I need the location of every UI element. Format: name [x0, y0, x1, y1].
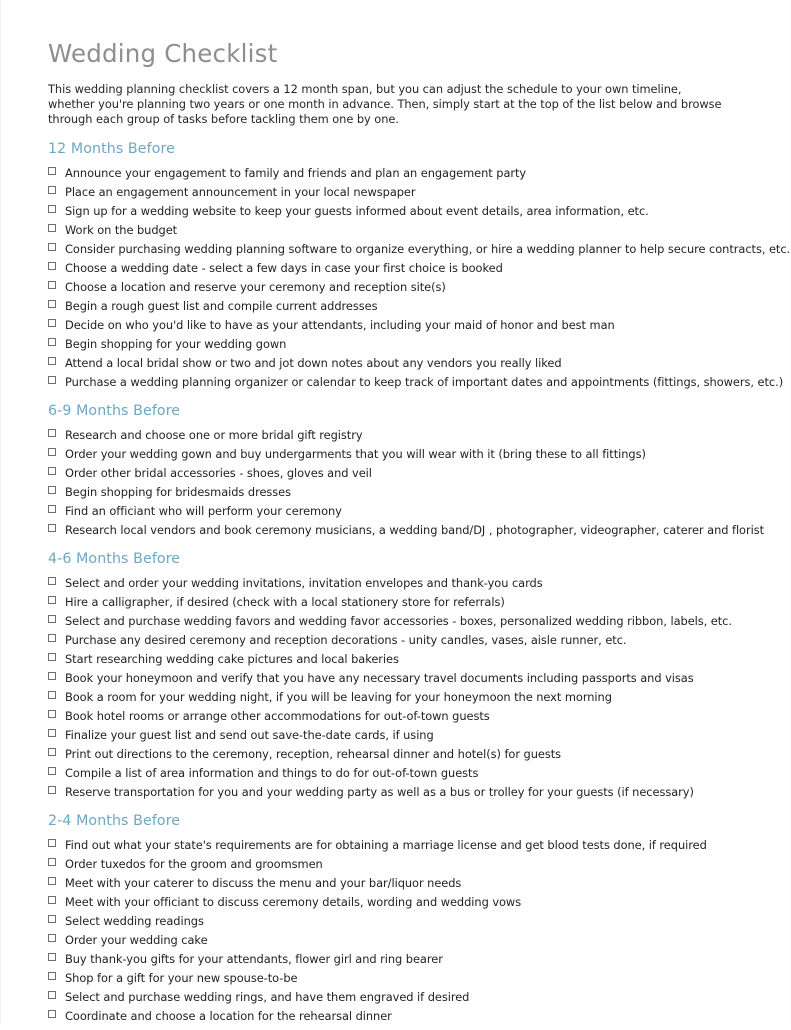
checklist-item-label: Choose a location and reserve your ceremony and reception site(s)	[65, 279, 446, 294]
checklist-section	[48, 551, 738, 802]
empty-checkbox-icon[interactable]	[48, 729, 56, 737]
checklist-item[interactable]	[48, 745, 738, 764]
checklist-item[interactable]	[48, 726, 738, 745]
checklist-item-label: Select and order your wedding invitations, invitation envelopes and thank-you cards	[65, 575, 543, 590]
checklist-item[interactable]	[48, 426, 738, 445]
checklist-item[interactable]	[48, 893, 738, 912]
checklist-item-label: Order tuxedos for the groom and groomsmen	[65, 856, 323, 871]
checklist-item[interactable]	[48, 988, 738, 1007]
empty-checkbox-icon[interactable]	[48, 858, 56, 866]
checklist-item[interactable]	[48, 912, 738, 931]
empty-checkbox-icon[interactable]	[48, 281, 56, 289]
checklist-item-label: Book your honeymoon and verify that you have any necessary travel documents including passports and visas	[65, 670, 694, 685]
checklist-item-label: Compile a list of area information and things to do for out-of-town guests	[65, 765, 479, 780]
checklist-item-label: Book hotel rooms or arrange other accommodations for out-of-town guests	[65, 708, 490, 723]
empty-checkbox-icon[interactable]	[48, 672, 56, 680]
checklist-item[interactable]	[48, 278, 738, 297]
checklist-item[interactable]	[48, 373, 784, 392]
checklist-item-label: Begin shopping for your wedding gown	[65, 336, 287, 351]
checklist-item[interactable]	[48, 574, 738, 593]
checklist-item[interactable]	[48, 502, 738, 521]
intro-paragraph: This wedding planning checklist covers a 12 month span, but you can adjust the schedule to your own timeline, whether you're planning two years or one month in advance. Then, simply start at the top of the list below and browse through each group of tasks before tackling them one by one.	[48, 82, 722, 126]
checklist-item[interactable]	[48, 164, 738, 183]
checklist-item-label: Order other bridal accessories - shoes, gloves and veil	[65, 465, 372, 480]
checklist-item[interactable]	[48, 521, 765, 540]
checklist-items	[48, 574, 738, 802]
empty-checkbox-icon[interactable]	[48, 991, 56, 999]
empty-checkbox-icon[interactable]	[48, 467, 56, 475]
empty-checkbox-icon[interactable]	[48, 839, 56, 847]
checklist-item[interactable]	[48, 855, 738, 874]
checklist-item[interactable]	[48, 874, 738, 893]
checklist-item[interactable]	[48, 612, 738, 631]
empty-checkbox-icon[interactable]	[48, 615, 56, 623]
checklist-item[interactable]	[48, 764, 738, 783]
checklist-items	[48, 426, 765, 540]
checklist-section	[48, 402, 765, 540]
checklist-item-label: Select and purchase wedding favors and wedding favor accessories - boxes, personalized wedding ribbon, labels, etc.	[65, 613, 732, 628]
checklist-item-label: Order your wedding cake	[65, 932, 208, 947]
checklist-item[interactable]	[48, 650, 738, 669]
checklist-item[interactable]	[48, 316, 738, 335]
empty-checkbox-icon[interactable]	[48, 634, 56, 642]
empty-checkbox-icon[interactable]	[48, 577, 56, 585]
checklist-item-label: Find an officiant who will perform your ceremony	[65, 503, 342, 518]
section-heading: 2-4 Months Before	[48, 812, 181, 829]
checklist-sections	[48, 140, 791, 1026]
checklist-item-label: Select and purchase wedding rings, and have them engraved if desired	[65, 989, 470, 1004]
checklist-item[interactable]	[48, 464, 738, 483]
empty-checkbox-icon[interactable]	[48, 786, 56, 794]
checklist-item-label: Decide on who you'd like to have as your attendants, including your maid of honor and best man	[65, 317, 615, 332]
checklist-item[interactable]	[48, 593, 738, 612]
checklist-item-label: Finalize your guest list and send out save-the-date cards, if using	[65, 727, 434, 742]
checklist-item-label: Begin shopping for bridesmaids dresses	[65, 484, 292, 499]
document-content	[48, 39, 791, 1030]
checklist-item[interactable]	[48, 969, 738, 988]
checklist-item-label: Work on the budget	[65, 222, 178, 237]
checklist-item-label: Meet with your caterer to discuss the menu and your bar/liquor needs	[65, 875, 462, 890]
checklist-item[interactable]	[48, 707, 738, 726]
empty-checkbox-icon[interactable]	[48, 710, 56, 718]
empty-checkbox-icon[interactable]	[48, 915, 56, 923]
page-title: Wedding Checklist	[48, 39, 278, 68]
checklist-item[interactable]	[48, 950, 738, 969]
checklist-item[interactable]	[48, 335, 738, 354]
empty-checkbox-icon[interactable]	[48, 243, 56, 251]
checklist-item-label: Hire a calligrapher, if desired (check with a local stationery store for referrals)	[65, 594, 505, 609]
checklist-item-label: Announce your engagement to family and friends and plan an engagement party	[65, 165, 527, 180]
section-heading: 12 Months Before	[48, 140, 175, 157]
checklist-item-label: Attend a local bridal show or two and jot down notes about any vendors you really liked	[65, 355, 562, 370]
empty-checkbox-icon[interactable]	[48, 167, 56, 175]
checklist-item-label: Reserve transportation for you and your wedding party as well as a bus or trolley for your guests (if necessary)	[65, 784, 694, 799]
empty-checkbox-icon[interactable]	[48, 896, 56, 904]
empty-checkbox-icon[interactable]	[48, 691, 56, 699]
empty-checkbox-icon[interactable]	[48, 300, 56, 308]
empty-checkbox-icon[interactable]	[48, 953, 56, 961]
checklist-item-label: Start researching wedding cake pictures and local bakeries	[65, 651, 399, 666]
checklist-item[interactable]	[48, 631, 738, 650]
checklist-items	[48, 836, 738, 1026]
checklist-section	[48, 813, 738, 1026]
checklist-item-label: Choose a wedding date - select a few days in case your first choice is booked	[65, 260, 503, 275]
checklist-item[interactable]	[48, 259, 738, 278]
checklist-item-label: Research local vendors and book ceremony musicians, a wedding band/DJ , photographer, videographer, caterer and florist	[65, 522, 765, 537]
empty-checkbox-icon[interactable]	[48, 319, 56, 327]
empty-checkbox-icon[interactable]	[48, 376, 56, 384]
empty-checkbox-icon[interactable]	[48, 262, 56, 270]
checklist-item[interactable]	[48, 297, 738, 316]
empty-checkbox-icon[interactable]	[48, 653, 56, 661]
empty-checkbox-icon[interactable]	[48, 448, 56, 456]
checklist-item[interactable]	[48, 183, 738, 202]
checklist-item-label: Buy thank-you gifts for your attendants, flower girl and ring bearer	[65, 951, 443, 966]
checklist-item-label: Select wedding readings	[65, 913, 204, 928]
checklist-item[interactable]	[48, 688, 738, 707]
empty-checkbox-icon[interactable]	[48, 524, 56, 532]
empty-checkbox-icon[interactable]	[48, 934, 56, 942]
checklist-item-label: Purchase a wedding planning organizer or calendar to keep track of important dates and appointments (fittings, showers, etc.)	[65, 374, 784, 389]
empty-checkbox-icon[interactable]	[48, 338, 56, 346]
checklist-item[interactable]	[48, 221, 738, 240]
empty-checkbox-icon[interactable]	[48, 429, 56, 437]
checklist-item-label: Shop for a gift for your new spouse-to-be	[65, 970, 298, 985]
empty-checkbox-icon[interactable]	[48, 357, 56, 365]
empty-checkbox-icon[interactable]	[48, 224, 56, 232]
checklist-item[interactable]	[48, 783, 738, 802]
checklist-item-label: Order your wedding gown and buy undergarments that you will wear with it (bring these to all fittings)	[65, 446, 646, 461]
checklist-item-label: Sign up for a wedding website to keep your guests informed about event details, area information, etc.	[65, 203, 649, 218]
empty-checkbox-icon[interactable]	[48, 972, 56, 980]
checklist-item[interactable]	[48, 836, 738, 855]
empty-checkbox-icon[interactable]	[48, 877, 56, 885]
checklist-item[interactable]	[48, 669, 738, 688]
empty-checkbox-icon[interactable]	[48, 486, 56, 494]
checklist-items	[48, 164, 791, 392]
checklist-item-label: Coordinate and choose a location for the rehearsal dinner	[65, 1008, 392, 1023]
checklist-item[interactable]	[48, 483, 738, 502]
checklist-item-label: Begin a rough guest list and compile current addresses	[65, 298, 378, 313]
checklist-item-label: Print out directions to the ceremony, reception, rehearsal dinner and hotel(s) for guests	[65, 746, 562, 761]
checklist-item-label: Purchase any desired ceremony and reception decorations - unity candles, vases, aisle runner, etc.	[65, 632, 627, 647]
checklist-item-label: Book a room for your wedding night, if you will be leaving for your honeymoon the next morning	[65, 689, 612, 704]
checklist-item[interactable]	[48, 354, 738, 373]
checklist-item-label: Place an engagement announcement in your local newspaper	[65, 184, 416, 199]
checklist-item-label: Meet with your officiant to discuss ceremony details, wording and wedding vows	[65, 894, 522, 909]
section-heading: 4-6 Months Before	[48, 550, 181, 567]
empty-checkbox-icon[interactable]	[48, 186, 56, 194]
section-heading: 6-9 Months Before	[48, 402, 181, 419]
checklist-item[interactable]	[48, 240, 791, 259]
empty-checkbox-icon[interactable]	[48, 1010, 56, 1018]
empty-checkbox-icon[interactable]	[48, 205, 56, 213]
checklist-item[interactable]	[48, 202, 738, 221]
empty-checkbox-icon[interactable]	[48, 505, 56, 513]
empty-checkbox-icon[interactable]	[48, 596, 56, 604]
empty-checkbox-icon[interactable]	[48, 767, 56, 775]
checklist-section	[48, 140, 791, 392]
checklist-item-label: Consider purchasing wedding planning software to organize everything, or hire a wedding planner to help secure contracts, etc.	[65, 241, 791, 256]
checklist-item[interactable]	[48, 1007, 738, 1026]
checklist-item[interactable]	[48, 931, 738, 950]
empty-checkbox-icon[interactable]	[48, 748, 56, 756]
checklist-item-label: Find out what your state's requirements are for obtaining a marriage license and get blood tests done, if required	[65, 837, 707, 852]
checklist-item[interactable]	[48, 445, 738, 464]
checklist-item-label: Research and choose one or more bridal gift registry	[65, 427, 363, 442]
